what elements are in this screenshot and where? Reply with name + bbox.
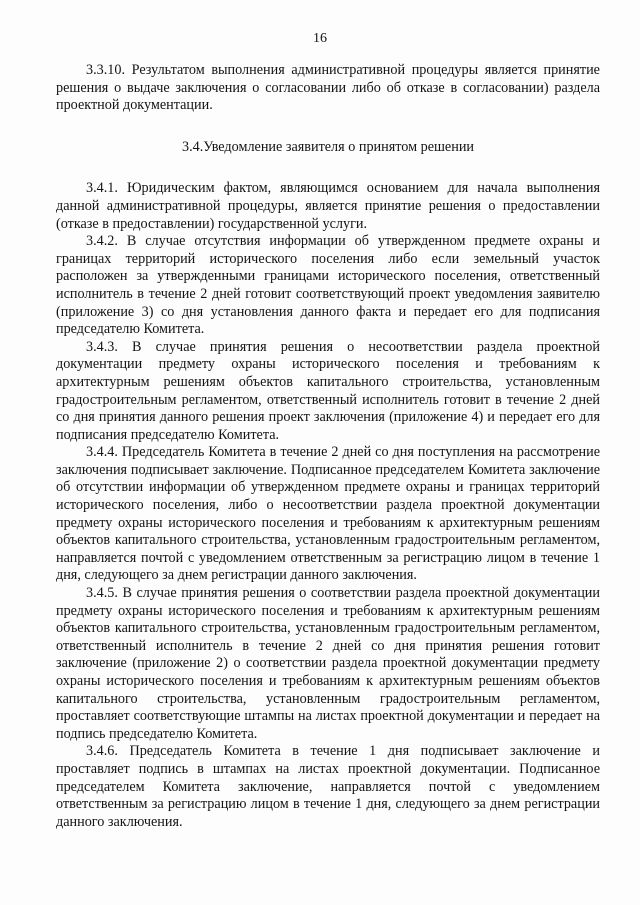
paragraph-3-4-1: 3.4.1. Юридическим фактом, являющимся основанием для начала выполнения данной административной процедуры, является принятие решения о предоставлении (отказе в предоставлении) государственной услуги. [56, 180, 600, 232]
paragraph-3-4-5: 3.4.5. В случае принятия решения о соответствии раздела проектной документации предмету охраны исторического поселения и требованиям к архитектурным решениям объектов капитального строительства, установленным градостроительным регламентом, ответственный исполнитель в течение 2 дней со дня принятия решения готовит заключение (приложение 2) о соответствии раздела проектной документации предмету охраны исторического поселения и требованиям к архитектурным решениям объектов капитального строительства, установленным градостроительным регламентом, проставляет соответствующие штампы на листах проектной документации и передает на подпись председателю Комитета. [56, 585, 600, 742]
paragraph-3-4-2: 3.4.2. В случае отсутствия информации об утвержденном предмете охраны и границах территорий исторического поселения либо если земельный участок расположен за утвержденными границами исторического поселения, ответственный исполнитель в течение 2 дней готовит соответствующий проект уведомления заявителю (приложение 3) со дня установления данного факта и передает его для подписания председателю Комитета. [56, 233, 600, 338]
section-heading: 3.4.Уведомление заявителя о принятом решении [181, 138, 475, 155]
paragraph-3-4-4: 3.4.4. Председатель Комитета в течение 2 дней со дня поступления на рассмотрение заключения подписывает заключение. Подписанное председателем Комитета заключение об отсутствии информации об утвержденном предмете охраны и границах территорий исторического поселения, либо о несоответствии раздела проектной документации предмету охраны исторического поселения и требованиям к архитектурным решениям объектов капитального строительства, установленным градостроительным регламентом, направляется почтой с уведомлением ответственным за регистрацию лицом в течение 1 дня, следующего за днем регистрации данного заключения. [56, 444, 600, 584]
paragraph-3-3-10: 3.3.10. Результатом выполнения административной процедуры является принятие решения о выдаче заключения о согласовании либо об отказе в согласовании) раздела проектной документации. [56, 62, 600, 114]
paragraph-3-4-3: 3.4.3. В случае принятия решения о несоответствии раздела проектной документации предмету охраны исторического поселения и требованиям к архитектурным решениям объектов капитального строительства, установленным градостроительным регламентом, ответственный исполнитель готовит в течение 2 дней со дня принятия данного решения проект заключения (приложение 4) и передает его для подписания председателю Комитета. [56, 338, 600, 443]
page-number: 16 [313, 31, 327, 46]
document-body [56, 62, 600, 831]
paragraph-3-4-6: 3.4.6. Председатель Комитета в течение 1 дня подписывает заключение и проставляет подпись в штампах на листах проектной документации. Подписанное председателем Комитета заключение, направляется почтой с уведомлением ответственным за регистрацию лицом в течение 1 дня, следующего за днем регистрации данного заключения. [56, 743, 600, 830]
